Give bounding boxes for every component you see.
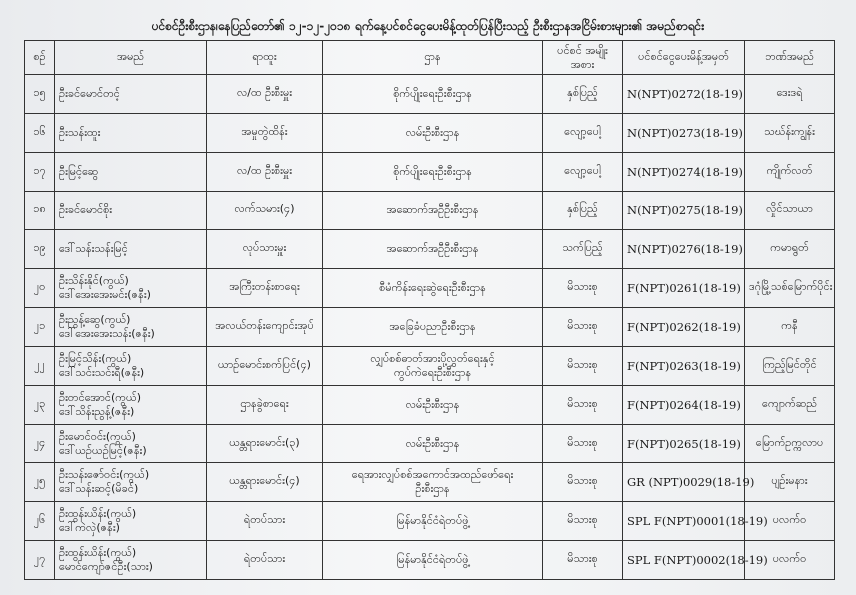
table-row [25,308,835,347]
cell-type: မိသားစု [543,269,623,308]
cell-type: နှစ်ပြည့် [543,191,623,230]
cell-code: N(NPT)0273(18-19) [623,113,745,152]
cell-code: GR (NPT)0029(18-19) [623,463,745,502]
header-name: အမည် [55,41,207,75]
cell-code: N(NPT)0276(18-19) [623,230,745,269]
cell-office: အခြေခံပညာဦးစီးဌာန [323,308,543,347]
cell-name: ဦးညွန့်ဆွေ(ကွယ်) ဒေါ်အေးအေးသန်း(ဇနီး) [55,308,207,347]
cell-rank: ယန္တရားမောင်း(၃) [207,424,323,463]
cell-code: F(NPT)0263(18-19) [623,346,745,385]
cell-type: မိသားစု [543,346,623,385]
table-row [25,385,835,424]
cell-name: ဦးမြင့်ဆွေ [55,152,207,191]
cell-bank: ပလက်ဝ [745,502,835,541]
cell-rank: ဌာနခွဲစာရေး [207,385,323,424]
cell-code: F(NPT)0261(18-19) [623,269,745,308]
cell-bank: ဒေးဒရဲ [745,75,835,114]
cell-code: N(NPT)0275(18-19) [623,191,745,230]
cell-bank: မြောက်ဥက္ကလာပ [745,424,835,463]
table-row [25,191,835,230]
cell-no: ၂၄ [25,424,55,463]
header-no: စဉ် [25,41,55,75]
cell-rank: အလယ်တန်းကျောင်းအုပ် [207,308,323,347]
cell-office: အဆောက်အဦဦးစီးဌာန [323,230,543,269]
cell-office: မြန်မာနိုင်ငံရဲတပ်ဖွဲ့ [323,502,543,541]
cell-rank: ယာဉ်မောင်းစက်ပြင်(၄) [207,346,323,385]
cell-no: ၁၉ [25,230,55,269]
cell-no: ၁၅ [25,75,55,114]
cell-no: ၂၅ [25,463,55,502]
pension-table [24,40,835,580]
cell-office: စိုက်ပျိုးရေးဦးစီးဌာန [323,152,543,191]
cell-type: သက်ပြည့် [543,230,623,269]
cell-type: နှစ်ပြည့် [543,75,623,114]
cell-rank: ရဲတပ်သား [207,541,323,580]
cell-code: N(NPT)0274(18-19) [623,152,745,191]
cell-no: ၁၆ [25,113,55,152]
cell-name: ဦးထွန်းယိန်း(ကွယ်) မောင်ကျော်ဇင်ဦး(သား) [55,541,207,580]
table-row [25,346,835,385]
cell-name: ဦးမြင့်သိန်း(ကွယ်) ဒေါ်သင်းသင်းရီ(ဇနီး) [55,346,207,385]
header-code: ပင်စင်ငွေပေးမိန့်အမှတ် [623,41,745,75]
cell-bank: ကျောက်ဆည် [745,385,835,424]
cell-name: ဦးမောင်ဝင်း(ကွယ်) ဒေါ်ယဉ်ယဉ်မြင့်(ဇနီး) [55,424,207,463]
cell-office: လမ်းဦးစီးဌာန [323,424,543,463]
cell-code: SPL F(NPT)0002(18-19) [623,541,745,580]
cell-name: ဦးထွန်းယိန်း(ကွယ်) ဒေါ်ကဲလှဲ(ဇနီး) [55,502,207,541]
cell-code: F(NPT)0265(18-19) [623,424,745,463]
cell-no: ၂၃ [25,385,55,424]
cell-office: စီမံကိန်းရေးဆွဲရေးဦးစီးဌာန [323,269,543,308]
cell-rank: အမှုတွဲထိန်း [207,113,323,152]
cell-bank: ပလက်ဝ [745,541,835,580]
cell-rank: ရဲတပ်သား [207,502,323,541]
table-row [25,541,835,580]
cell-type: မိသားစု [543,308,623,347]
cell-type: မိသားစု [543,424,623,463]
cell-no: ၂၂ [25,346,55,385]
cell-type: မိသားစု [543,502,623,541]
cell-bank: ကမာရွတ် [745,230,835,269]
table-row [25,152,835,191]
table-row [25,424,835,463]
cell-type: လျော့ပေါ့ [543,113,623,152]
cell-rank: လ/ထ ဦးစီးမှူး [207,75,323,114]
cell-name: ဦးခင်မောင်စိုး [55,191,207,230]
header-bank: ဘဏ်အမည် [745,41,835,75]
cell-bank: ကျိုက်လတ် [745,152,835,191]
table-row [25,113,835,152]
table-row [25,75,835,114]
table-row [25,269,835,308]
cell-rank: လုပ်သားမှူး [207,230,323,269]
cell-code: N(NPT)0272(18-19) [623,75,745,114]
cell-no: ၂၆ [25,502,55,541]
table-header-row [25,41,835,75]
cell-name: ဦးသိန်းနိုင်(ကွယ်) ဒေါ်အေးအေးမင်း(ဇနီး) [55,269,207,308]
header-office: ဌာန [323,41,543,75]
cell-bank: ကြည့်မြင်တိုင် [745,346,835,385]
cell-type: မိသားစု [543,541,623,580]
cell-bank: သဃ်န်းကျွန်း [745,113,835,152]
cell-name: ဦးတင်အောင်(ကွယ်) ဒေါ်သိန်းညွန့်(ဇနီး) [55,385,207,424]
cell-office: လမ်းဦးစီးဌာန [323,113,543,152]
cell-office: လမ်းဦးစီးဌာန [323,385,543,424]
cell-name: ဒေါ်သန်းသန်းမြင့် [55,230,207,269]
cell-no: ၂၇ [25,541,55,580]
cell-type: မိသားစု [543,385,623,424]
cell-no: ၁၇ [25,152,55,191]
cell-bank: ဒဂုံမြို့သစ်မြောက်ပိုင်း [745,269,835,308]
cell-type: လျော့ပေါ့ [543,152,623,191]
table-row [25,502,835,541]
cell-rank: အကြီးတန်းစာရေး [207,269,323,308]
header-rank: ရာထူး [207,41,323,75]
cell-code: F(NPT)0262(18-19) [623,308,745,347]
cell-office: ရေအားလျှပ်စစ်အကောင်အထည်ဖော်ရေး ဦးစီးဌာန [323,463,543,502]
table-row [25,230,835,269]
table-body [25,75,835,580]
cell-code: SPL F(NPT)0001(18-19) [623,502,745,541]
table-row [25,463,835,502]
cell-office: စိုက်ပျိုးရေးဦးစီးဌာန [323,75,543,114]
cell-office: လျှပ်စစ်ဓာတ်အားပို့လွှတ်ရေးနှင့် ကွပ်ကဲရေးဦးစီးဌာန [323,346,543,385]
cell-no: ၂၁ [25,308,55,347]
cell-name: ဦးသန်းထူး [55,113,207,152]
cell-office: အဆောက်အဦဦးစီးဌာန [323,191,543,230]
cell-bank: လှိုင်သာယာ [745,191,835,230]
cell-name: ဦးသန်းဇော်ဝင်း(ကွယ်) ဒေါ်သန်းဆင့်(မိခင်) [55,463,207,502]
cell-rank: ယန္တရားမောင်း(၄) [207,463,323,502]
document-title: ပင်စင်ဦးစီးဌာန၊နေပြည်တော်၏ ၁၂-၁၂-၂၀၁၈ ရက်နေ့ပင်စင်ငွေပေးမိန့်ထုတ်ပြန်ပြီးသည့် ဦးစီးဌာနအငြိမ်းစားများ၏ အမည်စာရင်း [151,19,705,33]
cell-bank: ပျဉ်းမနား [745,463,835,502]
cell-rank: လက်သမား(၄) [207,191,323,230]
cell-type: မိသားစု [543,463,623,502]
cell-office: မြန်မာနိုင်ငံရဲတပ်ဖွဲ့ [323,541,543,580]
cell-no: ၂၀ [25,269,55,308]
cell-name: ဦးခင်မောင်တင့် [55,75,207,114]
cell-rank: လ/ထ ဦးစီးမှူး [207,152,323,191]
cell-no: ၁၈ [25,191,55,230]
header-type: ပင်စင် အမျိုးအစား [543,41,623,75]
cell-bank: ကနီ [745,308,835,347]
cell-code: F(NPT)0264(18-19) [623,385,745,424]
